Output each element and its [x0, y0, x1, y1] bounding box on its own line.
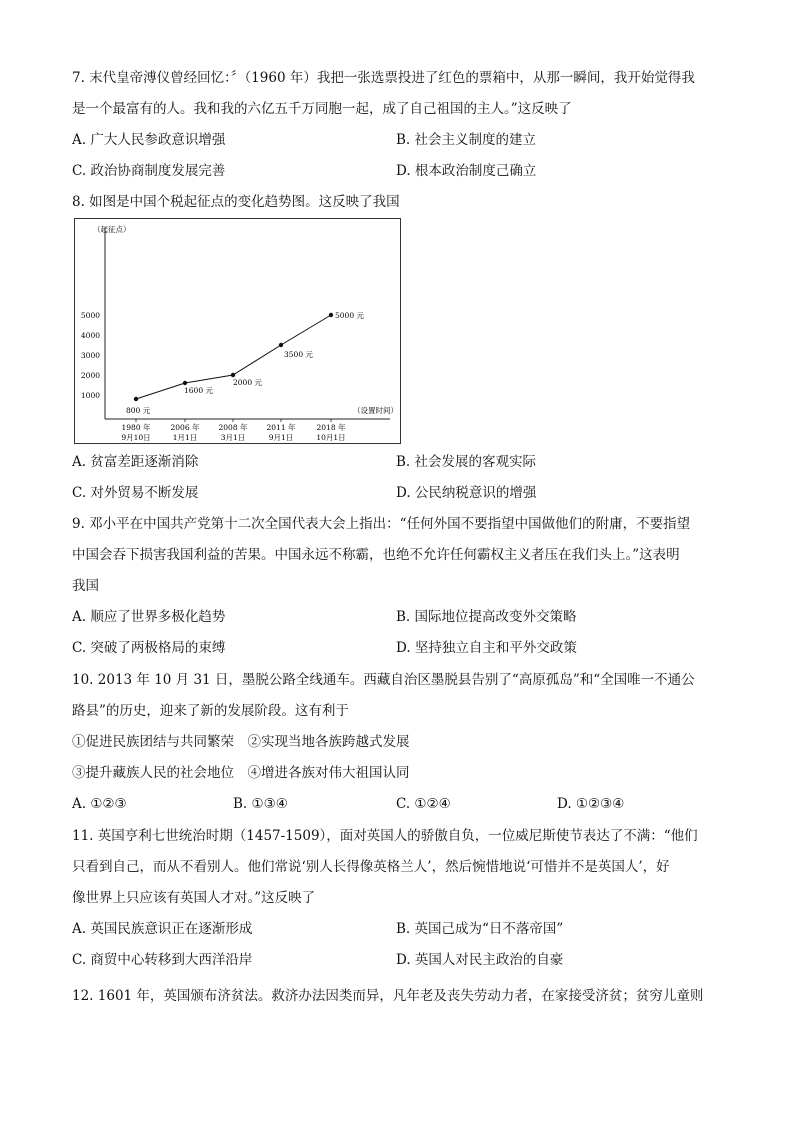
q9-stem-line-2: 中国会吞下损害我国利益的苦果。中国永远不称霸，也绝不允许任何霸权主义者压在我们头上。”这表明 [72, 547, 680, 563]
q7-option-b: B. 社会主义制度的建立 [396, 132, 537, 148]
y-tick-label: 3000 [80, 351, 100, 360]
y-axis-label: （起征点） [93, 225, 131, 234]
q10-option-c: C. ①②④ [396, 796, 451, 812]
q8-stem: 8. 如图是中国个税起征点的变化趋势图。这反映了我国 [72, 194, 400, 210]
y-tick-label: 1000 [80, 391, 100, 400]
q11-option-d: D. 英国人对民主政治的自豪 [396, 952, 564, 968]
y-tick-label: 5000 [80, 311, 100, 320]
data-point [134, 397, 138, 401]
x-tick-label-year: 2008 年 [218, 423, 248, 432]
q10-stem-line-2: 路县”的历史，迎来了新的发展阶段。这有利于 [72, 703, 349, 719]
q11-option-c: C. 商贸中心转移到大西洋沿岸 [72, 952, 253, 968]
q10-option-b: B. ①③④ [233, 796, 288, 812]
x-tick-label-date: 1月1日 [172, 433, 198, 442]
q9-option-b: B. 国际地位提高改变外交策略 [396, 609, 577, 625]
q8-option-c: C. 对外贸易不断发展 [72, 485, 199, 501]
q7-option-a: A. 广大人民参政意识增强 [72, 132, 226, 148]
q10-option-d: D. ①②③④ [557, 796, 625, 812]
q9-option-a: A. 顺应了世界多极化趋势 [72, 609, 226, 625]
q11-option-b: B. 英国己成为“日不落帝国” [396, 921, 564, 937]
data-point-label: 2000 元 [233, 378, 262, 387]
x-tick-label-date: 9月1日 [268, 433, 294, 442]
q9-option-c: C. 突破了两极格局的束缚 [72, 640, 226, 656]
data-point-label: 3500 元 [284, 350, 313, 359]
data-point [329, 313, 333, 317]
q7-option-d: D. 根本政治制度己确立 [396, 163, 537, 179]
q11-option-a: A. 英国民族意识正在逐渐形成 [72, 921, 253, 937]
tax-threshold-chart [74, 218, 401, 444]
data-point-label: 5000 元 [335, 311, 364, 320]
data-point [279, 343, 283, 347]
x-tick-label-date: 9月10日 [121, 433, 151, 442]
q10-item-line-1: ①促进民族团结与共同繁荣 ②实现当地各族跨越式发展 [72, 734, 410, 750]
q9-option-d: D. 坚持独立自主和平外交政策 [396, 640, 577, 656]
q8-option-b: B. 社会发展的客观实际 [396, 454, 537, 470]
q11-stem-line-1: 11. 英国亨利七世统治时期（1457-1509），面对英国人的骄傲自负，一位威尼斯使节表达了不满：“他们 [72, 828, 698, 844]
data-point [231, 373, 235, 377]
q7-stem-line-1: 7. 末代皇帝溥仪曾经回忆：〞（1960 年）我把一张选票投进了红色的票箱中，从那一瞬间，我开始觉得我 [72, 70, 695, 86]
data-point [183, 381, 187, 385]
y-tick-label: 4000 [80, 331, 100, 340]
q8-option-a: A. 贫富差距逐渐消除 [72, 454, 199, 470]
x-axis-label: （设置时间） [353, 406, 398, 415]
q12-stem-line-1: 12. 1601 年，英国颁布济贫法。救济办法因类而异，凡年老及丧失劳动力者，在家接受济贫；贫穷儿童则 [72, 988, 704, 1004]
chart-canvas [75, 219, 400, 443]
q10-option-a: A. ①②③ [72, 796, 127, 812]
q8-option-d: D. 公民纳税意识的增强 [396, 485, 537, 501]
q10-stem-line-1: 10. 2013 年 10 月 31 日，墨脱公路全线通车。西藏自治区墨脱县告别了“高原孤岛”和“全国唯一不通公 [72, 672, 695, 688]
x-tick-label-date: 3月1日 [220, 433, 246, 442]
x-tick-label-date: 10月1日 [316, 433, 346, 442]
q11-stem-line-2: 只看到自己，而从不看别人。他们常说‘别人长得像英格兰人’，然后惋惜地说‘可惜并不是英国人’，好 [72, 859, 670, 875]
y-tick-label: 2000 [80, 371, 100, 380]
x-tick-label-year: 2018 年 [316, 423, 346, 432]
data-point-label: 800 元 [126, 406, 151, 415]
x-tick-label-year: 2011 年 [266, 423, 296, 432]
x-tick-label-year: 1980 年 [121, 423, 151, 432]
x-tick-label-year: 2006 年 [170, 423, 200, 432]
q7-option-c: C. 政治协商制度发展完善 [72, 163, 226, 179]
q7-stem-line-2: 是一个最富有的人。我和我的六亿五千万同胞一起，成了自己祖国的主人。”这反映了 [72, 101, 572, 117]
data-point-label: 1600 元 [184, 386, 213, 395]
q9-stem-line-1: 9. 邓小平在中国共产党第十二次全国代表大会上指出：“任何外国不要指望中国做他们的附庸，不要指望 [72, 516, 691, 532]
q11-stem-line-3: 像世界上只应该有英国人才对。”这反映了 [72, 890, 316, 906]
q10-item-line-2: ③提升藏族人民的社会地位 ④增进各族对伟大祖国认同 [72, 765, 410, 781]
q9-stem-line-3: 我国 [72, 578, 99, 594]
